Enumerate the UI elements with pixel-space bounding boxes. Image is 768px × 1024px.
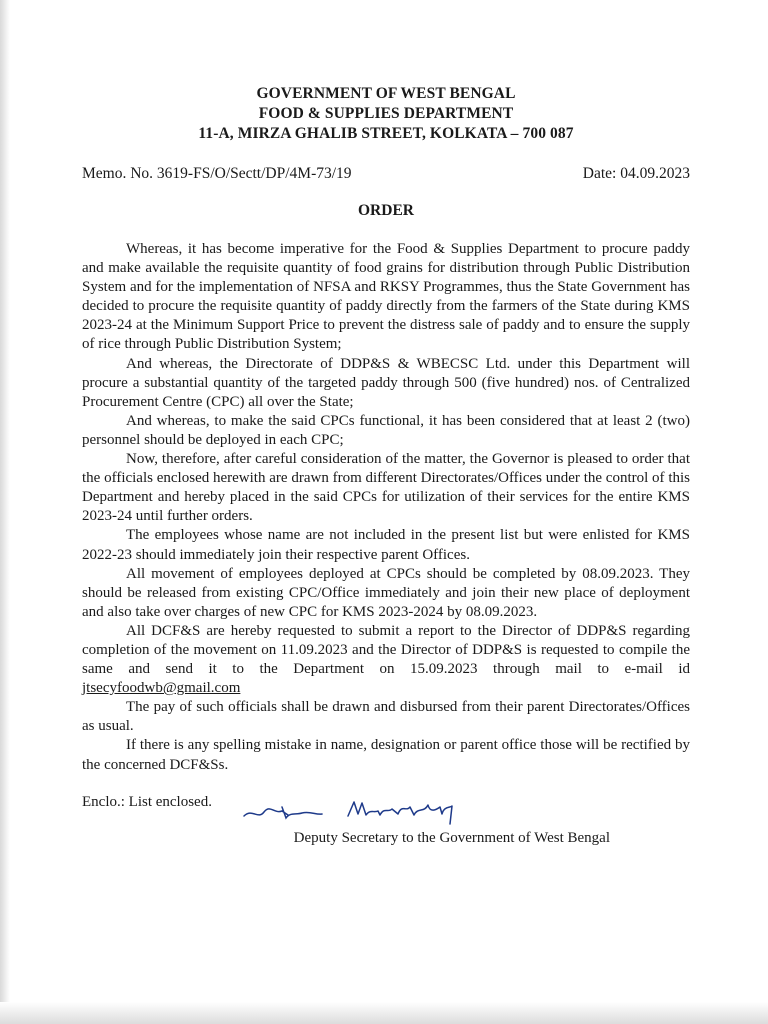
email-link[interactable]: jtsecyfoodwb@gmail.com bbox=[82, 680, 241, 697]
paragraph-procurement: And whereas, the Directorate of DDP&S & WBECSC Ltd. under this Department will procure a substantial quantity of the targeted paddy through 500 (five hundred) nos. of Centralized Procurement Centre (CPC) all over the State; bbox=[82, 355, 690, 410]
report-text: All DCF&S are hereby requested to submit a report to the Director of DDP&S regarding completion of the movement on 11.09.2023 and the Director of DDP&S is requested to compile the same and send it to the Department on 15.09.2023 through mail to e-mail id bbox=[82, 622, 690, 678]
letterhead-address: 11-A, MIRZA GHALIB STREET, KOLKATA – 700 087 bbox=[198, 125, 574, 142]
signature-image bbox=[230, 794, 480, 826]
order-title: ORDER bbox=[358, 202, 414, 219]
order-body bbox=[82, 240, 690, 775]
paragraph-parent-offices: The employees whose name are not included in the present list but were enlisted for KMS 2022-23 should immediately join their respective parent Offices. bbox=[82, 527, 690, 563]
scan-shadow-left bbox=[0, 0, 10, 1024]
paragraph-movement: All movement of employees deployed at CPCs should be completed by 08.09.2023. They should be released from existing CPC/Office immediately and join their new place of deployment and also take over charges of new CPC for KMS 2023-2024 by 08.09.2023. bbox=[82, 565, 690, 620]
letterhead-government: GOVERNMENT OF WEST BENGAL bbox=[256, 85, 516, 102]
signatory-designation: Deputy Secretary to the Government of West Bengal bbox=[293, 830, 610, 846]
paragraph-spelling: If there is any spelling mistake in name, designation or parent office those will be rectified by the concerned DCF&Ss. bbox=[82, 737, 690, 773]
paragraph-pay: The pay of such officials shall be drawn and disbursed from their parent Directorates/Offices as usual. bbox=[82, 699, 690, 735]
paragraph-personnel: And whereas, to make the said CPCs functional, it has been considered that at least 2 (two) personnel should be deployed in each CPC; bbox=[82, 412, 690, 448]
paragraph-report bbox=[82, 622, 690, 698]
memo-row bbox=[82, 164, 690, 184]
memo-date: Date: 04.09.2023 bbox=[582, 165, 690, 182]
enclosure-note: Enclo.: List enclosed. bbox=[82, 793, 212, 810]
memo-number: Memo. No. 3619-FS/O/Sectt/DP/4M-73/19 bbox=[82, 165, 352, 182]
signature-block bbox=[230, 794, 610, 848]
paragraph-governor-order: Now, therefore, after careful consideration of the matter, the Governor is pleased to order that the officials enclosed herewith are drawn from different Directorates/Offices under the control of this Department and hereby placed in the said CPCs for utilization of their services for the entire KMS 2023-24 until further orders. bbox=[82, 451, 690, 525]
scan-shadow-bottom bbox=[0, 1002, 768, 1024]
document-page bbox=[82, 84, 690, 812]
letterhead-department: FOOD & SUPPLIES DEPARTMENT bbox=[258, 105, 514, 122]
paragraph-whereas: Whereas, it has become imperative for the Food & Supplies Department to procure paddy and make available the requisite quantity of food grains for distribution through Public Distribution System and for the implementation of NFSA and RKSY Programmes, thus the State Government has decided to procure the requisite quantity of paddy directly from the farmers of the State during KMS 2023-24 at the Minimum Support Price to prevent the distress sale of paddy and to ensure the supply of rice through Public Distribution System; bbox=[82, 241, 690, 353]
letterhead bbox=[82, 84, 690, 144]
